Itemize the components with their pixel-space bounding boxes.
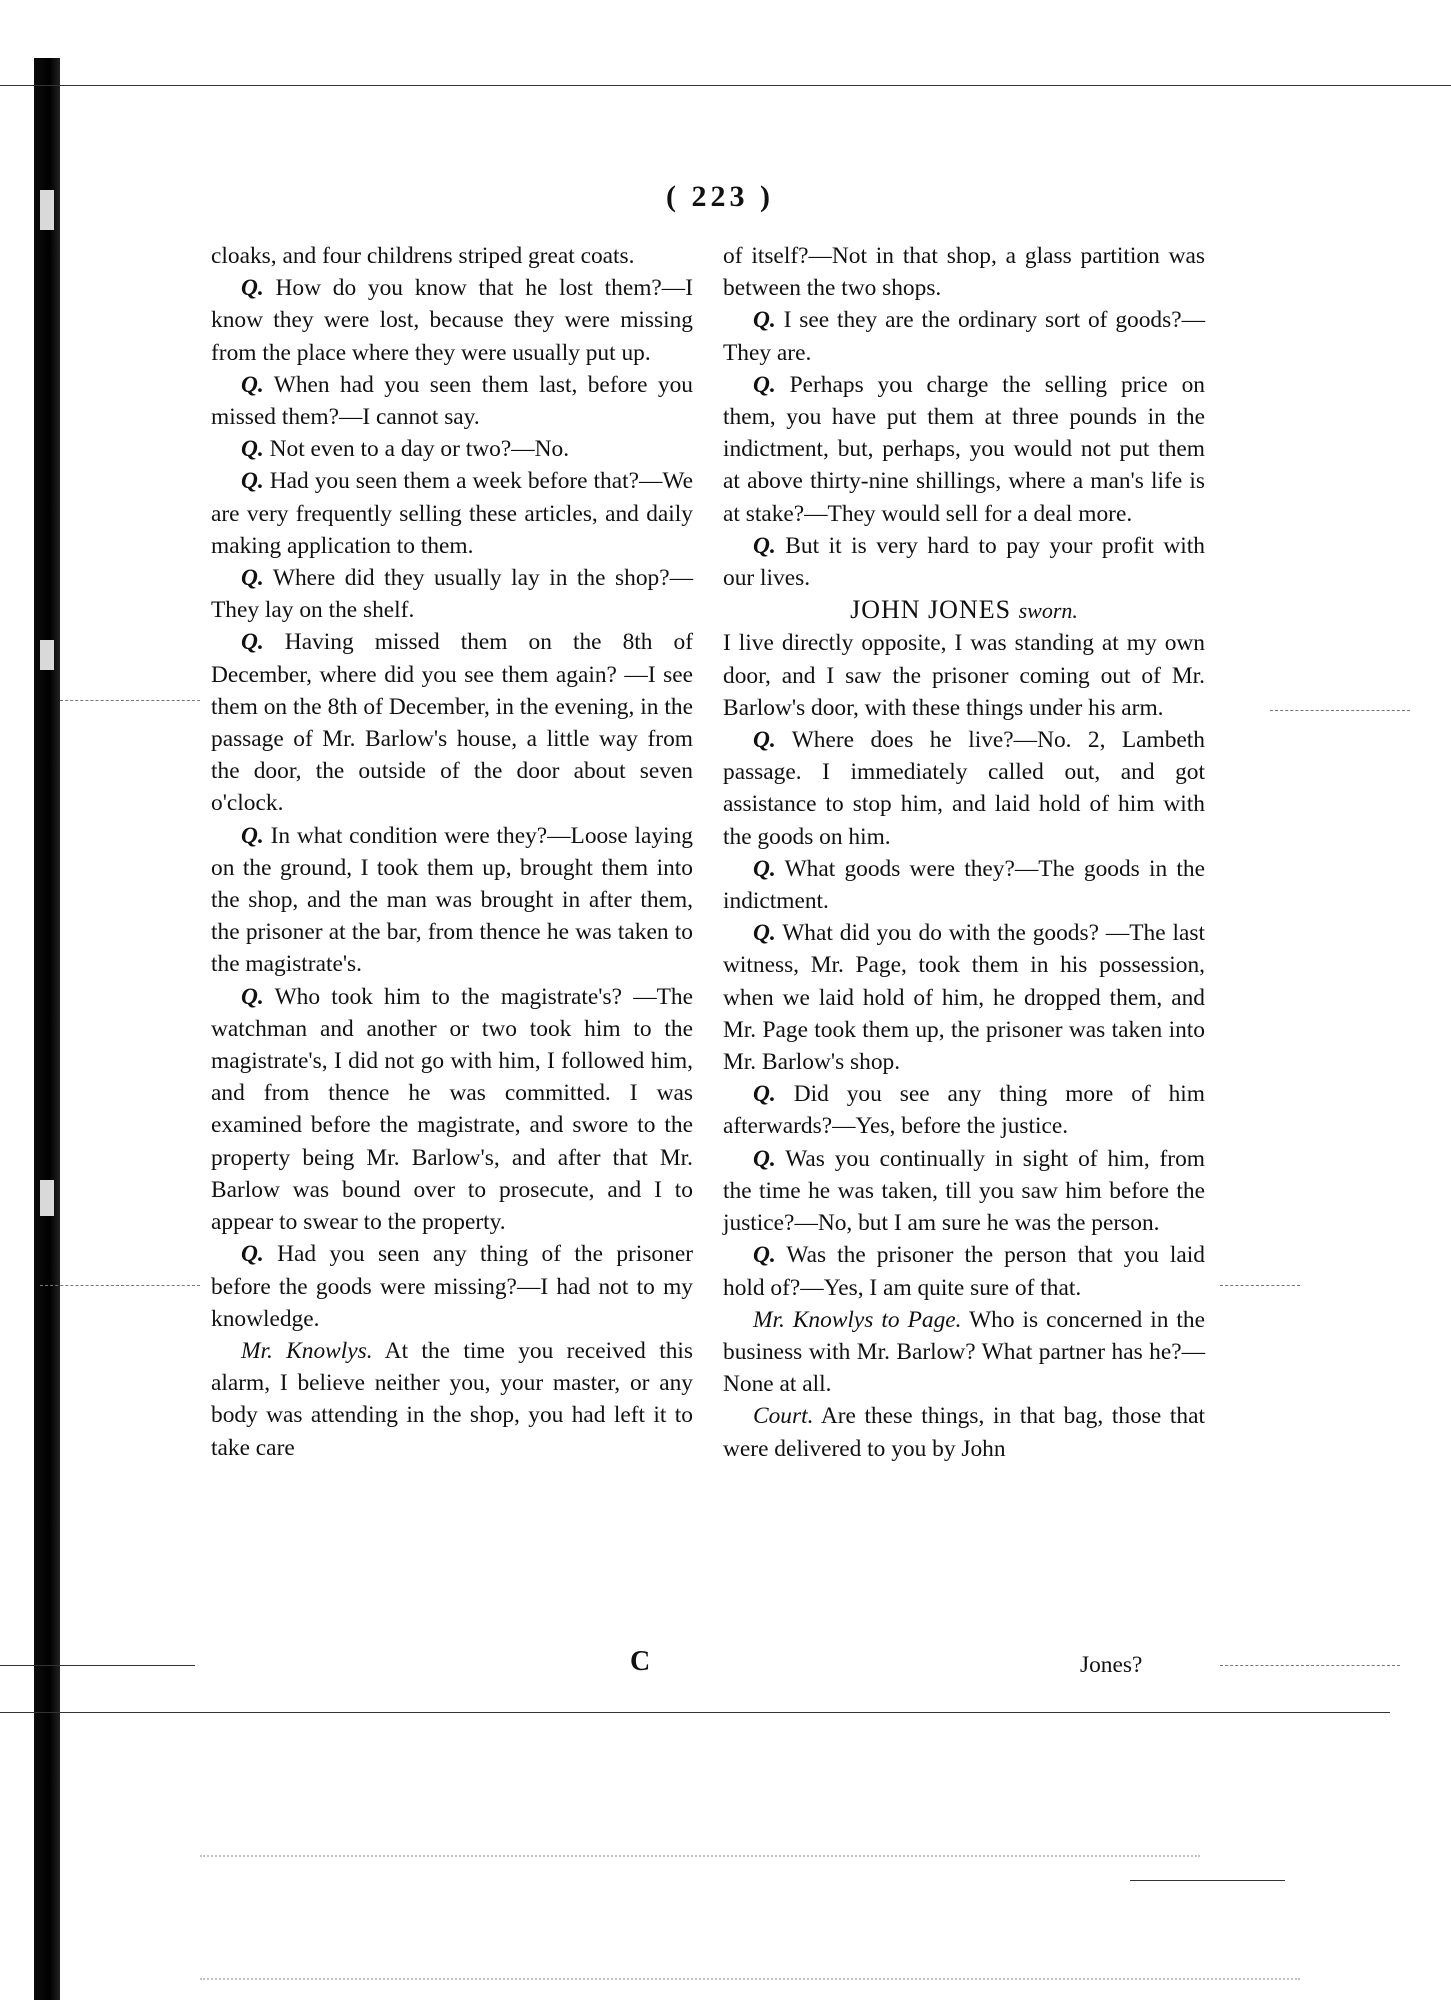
question-mark-label: Q. [241,468,264,495]
paragraph-text: Was the prisoner the person that you laid hold of?—Yes, I am quite sure of that. [723,1242,1205,1301]
binding-notch [40,190,54,230]
paragraph [211,465,693,562]
question-mark-label: Q. [753,1242,776,1269]
paragraph-text: Not even to a day or two?—No. [269,436,570,463]
catchword: Jones? [1080,1652,1143,1678]
paragraph-text: of itself?—Not in that shop, a glass partition was between the two shops. [723,243,1205,302]
speaker-label: Court. [753,1403,814,1430]
paragraph [211,240,693,272]
paragraph-text: What did you do with the goods? —The last witness, Mr. Page, took them in his possession, when we laid hold of him, he dropped them, and Mr. Page took them up, the prisoner was taken into Mr. Barlow's shop. [723,920,1205,1076]
paragraph-text: Having missed them on the 8th of December, where did you see them again? —I see them on the 8th of December, in the evening, in the passage of Mr. Barlow's house, a little way from the door, the outside of the door about seven o'clock. [211,629,693,817]
paragraph [211,562,693,626]
paragraph [211,626,693,819]
paragraph [723,1078,1205,1142]
paragraph-text: I see they are the ordinary sort of goods?—They are. [723,307,1205,366]
question-mark-label: Q. [241,822,264,849]
paragraph-text: Who took him to the magistrate's? —The watchman and another or two took him to the magistrate's, I did not go with him, I followed him, and from thence he was committed. I was examined before the magistrate, and swore to the property being Mr. Barlow's, and after that Mr. Barlow was bound over to prosecute, and I to appear to swear to the property. [211,983,693,1236]
binding-notch [40,640,54,670]
question-mark-label: Q. [241,275,264,302]
scan-rule [1130,1880,1285,1881]
paragraph [211,1238,693,1335]
paragraph-text: I live directly opposite, I was standing at my own door, and I saw the prisoner coming out of Mr. Barlow's door, with these things under his arm. [723,630,1205,721]
sworn-label: sworn. [1018,598,1078,624]
paragraph-text: Where did they usually lay in the shop?—They lay on the shelf. [211,565,693,624]
question-mark-label: Q. [753,727,776,754]
paragraph-text: But it is very hard to pay your profit with our lives. [723,532,1205,592]
paragraph-text: cloaks, and four childrens striped great coats. [211,243,635,269]
scan-rule [60,700,200,701]
paragraph [723,369,1205,530]
paragraph-text: In what condition were they?—Loose laying on the ground, I took them up, brought them into the shop, and the man was brought in after them, the prisoner at the bar, from thence he was taken to the magistrate's. [211,822,693,978]
paragraph [211,820,693,981]
paragraph [723,304,1205,368]
binding-notch [40,1180,54,1216]
paragraph [723,1400,1205,1464]
paragraph [723,530,1205,594]
paragraph-text: Was you continually in sight of him, from the time he was taken, till you saw him before the justice?—No, but I am sure he was the person. [723,1145,1205,1237]
question-mark-label: Q. [753,532,776,559]
question-mark-label: Q. [753,307,776,334]
paragraph [723,627,1205,724]
paragraph-text: Who is concerned in the business with Mr. Barlow? What partner has he?—None at all. [723,1306,1205,1398]
paragraph-text: Did you see any thing more of him afterwards?—Yes, before the justice. [723,1081,1205,1140]
speaker-label: Mr. Knowlys. [241,1337,373,1364]
speaker-label: Mr. Knowlys to Page. [753,1306,962,1333]
bottom-scan-rule [0,1712,1390,1713]
right-column [723,240,1205,1465]
scan-rule [1220,1285,1300,1286]
paragraph-text: Where does he live?—No. 2, Lambeth passage. I immediately called out, and got assistance to stop him, and laid hold of him with the goods on him. [723,727,1205,850]
paragraph [723,1304,1205,1401]
paragraph-text: When had you seen them last, before you missed them?—I cannot say. [211,371,693,431]
witness-heading [723,594,1205,627]
question-mark-label: Q. [241,565,264,592]
paragraph-text: What goods were they?—The goods in the indictment. [723,855,1205,915]
book-binding-edge [34,58,60,2000]
paragraph-text: Are these things, in that bag, those that were delivered to you by John [723,1403,1205,1462]
scan-rule [40,1285,200,1286]
witness-testimony [723,627,1205,1464]
left-column [211,240,693,1464]
question-mark-label: Q. [241,371,264,398]
paragraph [211,369,693,433]
bleed-through-marks [200,1855,1200,1860]
paragraph [211,272,693,369]
paragraph-text: At the time you received this alarm, I believe neither you, your master, or any body was attending in the shop, you had left it to take care [211,1337,693,1461]
scan-rule [0,1665,195,1666]
paragraph-text: Had you seen them a week before that?—We are very frequently selling these articles, and daily making application to them. [211,468,693,559]
question-mark-label: Q. [241,983,264,1010]
question-mark-label: Q. [753,371,776,398]
paragraph [723,917,1205,1078]
question-mark-label: Q. [753,920,776,947]
paragraph [723,240,1205,304]
paragraph-text: How do you know that he lost them?—I know they were lost, because they were missing from the place where they were usually put up. [211,275,693,366]
question-mark-label: Q. [241,436,264,463]
page-number: ( 223 ) [666,180,774,213]
scan-rule [1270,710,1410,711]
bleed-through-marks [200,1978,1300,1983]
question-mark-label: Q. [753,1081,776,1108]
question-mark-label: Q. [753,855,776,882]
paragraph [723,1143,1205,1240]
paragraph-text: Had you seen any thing of the prisoner before the goods were missing?—I had not to my knowledge. [211,1241,693,1332]
signature-mark: C [630,1646,651,1677]
paragraph-text: Perhaps you charge the selling price on them, you have put them at three pounds in the indictment, but, perhaps, you would not put them at above thirty-nine shillings, where a man's life is at stake?—They would sell for a deal more. [723,371,1205,527]
paragraph [211,1335,693,1464]
paragraph [723,853,1205,917]
paragraph [723,724,1205,853]
right-column-testimony [723,240,1205,594]
question-mark-label: Q. [241,1241,264,1268]
question-mark-label: Q. [241,629,264,656]
paragraph [723,1239,1205,1303]
paragraph [211,981,693,1239]
question-mark-label: Q. [753,1145,776,1172]
witness-name: JOHN JONES [850,595,1012,625]
top-scan-rule [0,85,1451,86]
paragraph [211,433,693,465]
scan-rule [1220,1665,1400,1666]
